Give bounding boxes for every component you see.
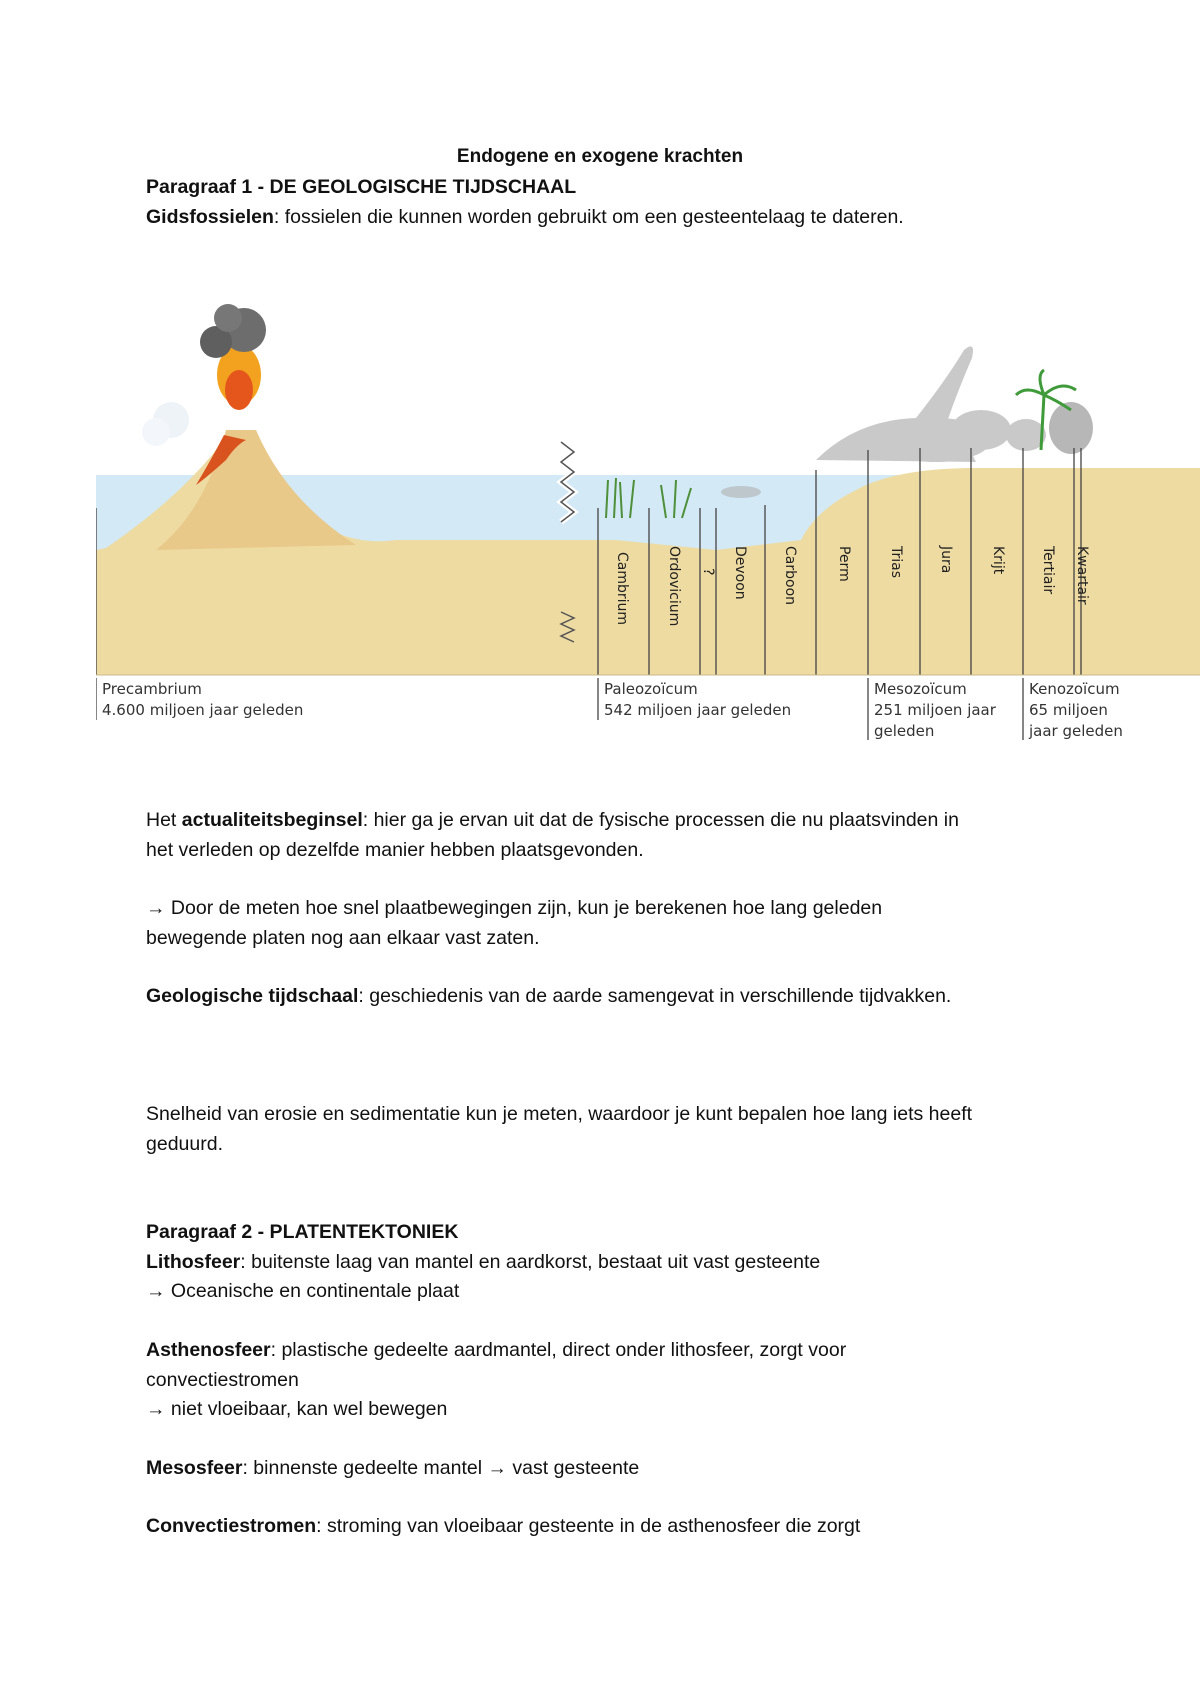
geological-timescale-figure [96,300,1200,760]
era-name: Precambrium [102,680,202,698]
period-label: ? [700,568,716,576]
tijdschaal-term: Geologische tijdschaal [146,985,359,1007]
asthenosfeer-note: → niet vloeibaar, kan wel bewegen [146,1398,448,1420]
asthenosfeer-paragraph [146,1336,976,1425]
period-label: Jura [938,546,954,574]
paragraph-1-heading: Paragraaf 1 - DE GEOLOGISCHE TIJDSCHAAL [146,176,577,198]
asthenosfeer-term: Asthenosfeer [146,1339,271,1361]
period-label: Perm [836,546,852,582]
era-name: Kenozoïcum [1029,680,1120,698]
tijdschaal-definition: : geschiedenis van de aarde samengevat in verschillende tijdvakken. [358,985,952,1007]
era-time: 65 miljoen [1029,701,1108,719]
convectie-definition: : stroming van vloeibaar gesteente in de asthenosfeer die zorgt [316,1515,861,1537]
document-title: Endogene en exogene krachten [456,146,744,167]
erosie-paragraph: Snelheid van erosie en sedimentatie kun je meten, waardoor je kunt bepalen hoe lang iets heeft geduurd. [146,1103,973,1155]
actualiteitsbeginsel-paragraph: Het actualiteitsbeginsel: hier ga je ervan uit dat de fysische processen die nu plaatsvinden in het verleden op dezelfde manier hebben plaatsgevonden. [146,809,959,861]
lithosfeer-definition: : buitenste laag van mantel en aardkorst, bestaat uit vast gesteente [240,1250,821,1273]
dinosaur-icons [816,346,1093,462]
lithosfeer-term: Lithosfeer [146,1250,241,1273]
convectie-term: Convectiestromen [146,1515,317,1537]
era-name: Paleozoïcum [604,680,698,698]
era-labels [96,678,1123,740]
era-name: Mesozoïcum [874,680,967,698]
lithosfeer-note: → Oceanische en continentale plaat [146,1280,460,1302]
period-label: Tertiair [1040,546,1056,595]
actualiteitsbeginsel-definition: : hier ga je ervan uit dat de fysische processen die nu plaatsvinden in het verleden op dezelfde manier hebben plaatsgevonden. [146,809,959,861]
asthenosfeer-definition: : plastische gedeelte aardmantel, direct onder lithosfeer, zorgt voor convectiestromen [146,1339,847,1391]
period-label: Carboon [782,546,798,606]
era-time: 4.600 miljoen jaar geleden [102,701,304,719]
period-label: Cambrium [614,552,630,626]
period-label: Devoon [732,546,748,600]
fish-icon [721,486,761,498]
period-label: Ordovicium [666,546,682,627]
period-label: Trias [888,546,904,579]
era-time: geleden [874,722,935,740]
actualiteitsbeginsel-term: actualiteitsbeginsel [181,809,363,831]
era-time: 251 miljoen jaar [874,701,996,719]
convectie-paragraph [146,1512,986,1542]
mesosfeer-paragraph [146,1454,976,1484]
plate-movement-note: → Door de meten hoe snel plaatbewegingen zijn, kun je berekenen hoe lang geleden bewegende platen nog aan elkaar vast zaten. [146,897,883,949]
mesosfeer-definition: : binnenste gedeelte mantel → vast gesteente [242,1457,640,1479]
paragraph-1-block [146,173,976,232]
paragraph-2-heading: Paragraaf 2 - PLATENTEKTONIEK [146,1221,459,1243]
period-label: Kwartair [1074,546,1090,605]
era-time: jaar geleden [1029,722,1123,740]
mesosfeer-term: Mesosfeer [146,1457,243,1479]
gidsfossielen-definition: : fossielen die kunnen worden gebruikt om een gesteentelaag te dateren. [273,205,904,228]
era-time: 542 miljoen jaar geleden [604,701,792,719]
period-label: Krijt [990,546,1006,575]
paragraph-2-block [146,1218,976,1307]
gidsfossielen-term: Gidsfossielen [146,205,274,228]
tijdschaal-paragraph [146,982,976,1012]
timescale-illustration [96,300,1200,760]
